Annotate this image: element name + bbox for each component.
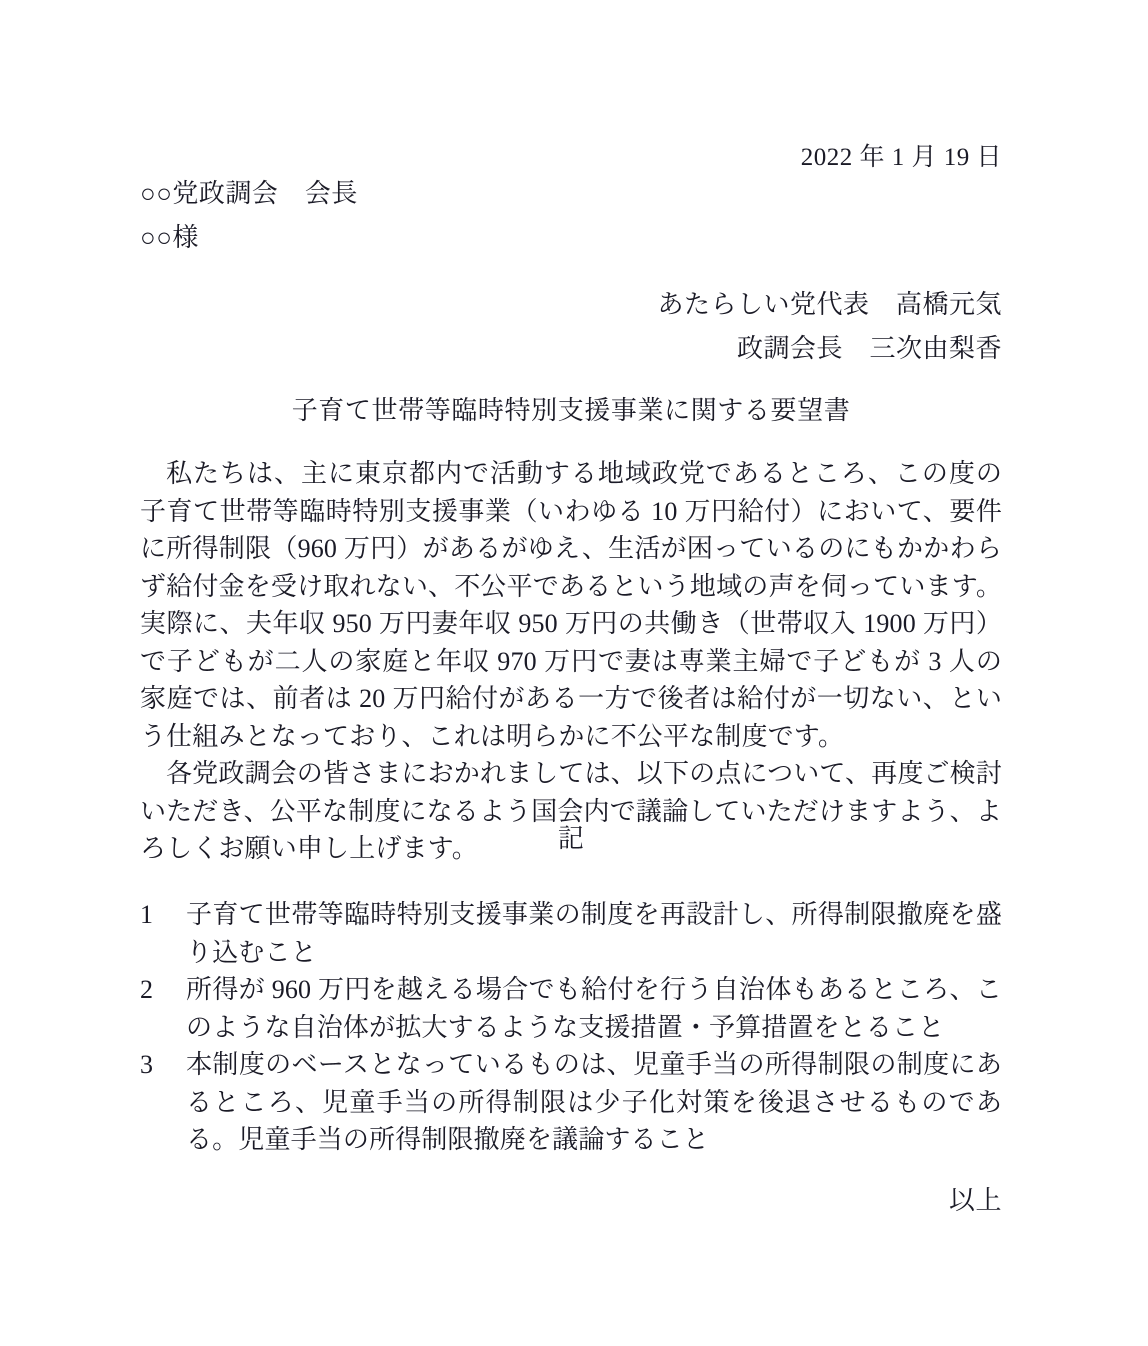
ki-marker: 記 (557, 824, 584, 853)
addressee-block (140, 172, 740, 260)
list-item-text: 本制度のベースとなっているものは、児童手当の所得制限の制度にあるところ、児童手当の所得制限は少子化対策を後退させるものである。児童手当の所得制限撤廃を議論すること (186, 1050, 1002, 1154)
body-paragraph-2: 各党政調会の皆さまにおかれましては、以下の点について、再度ご検討いただき、公平な制度になるよう国会内で議論していただけますよう、よろしくお願い申し上げます。 (140, 759, 1002, 863)
closing-text: 以上 (948, 1186, 1002, 1215)
addressee-line-2: ○○様 (140, 223, 199, 252)
sender-line-2: 政調会長 三次由梨香 (736, 334, 1002, 363)
body-paragraph-1: 私たちは、主に東京都内で活動する地域政党であるところ、この度の子育て世帯等臨時特別支援事業（いわゆる 10 万円給付）において、要件に所得制限（960 万円）があるがゆえ、生活が困っているのにもかかわらず給付金を受け取れない、不公平であるという地域の声を伺っています。実際に、夫年収 950 万円妻年収 950 万円の共働き（世帯収入 1900 万円）で子どもが二人の家庭と年収 970 万円で妻は専業主婦で子どもが 3 人の家庭では、前者は 20 万円給付がある一方で後者は給付が一切ない、という仕組みとなっており、これは明らかに不公平な制度です。 (140, 459, 1002, 751)
sender-line-1: あたらしい党代表 高橋元気 (657, 290, 1002, 319)
page-title: 子育て世帯等臨時特別支援事業に関する要望書 (291, 396, 851, 425)
list-item-number: 1 (140, 900, 153, 929)
list-item (140, 896, 1002, 971)
document-date: 2022 年 1 月 19 日 (800, 144, 1002, 171)
list-item-text: 所得が 960 万円を越える場合でも給付を行う自治体もあるところ、このような自治体が拡大するような支援措置・予算措置をとること (186, 975, 1002, 1042)
addressee-line-1: ○○党政調会 会長 (140, 179, 358, 208)
list-item-number: 2 (140, 975, 153, 1004)
sender-block (140, 283, 1002, 371)
body-text (140, 455, 1002, 868)
list-item-text: 子育て世帯等臨時特別支援事業の制度を再設計し、所得制限撤廃を盛り込むこと (186, 900, 1002, 967)
list-item (140, 1046, 1002, 1159)
list-item-number: 3 (140, 1050, 153, 1079)
list-item (140, 971, 1002, 1046)
numbered-list (140, 896, 1002, 1159)
